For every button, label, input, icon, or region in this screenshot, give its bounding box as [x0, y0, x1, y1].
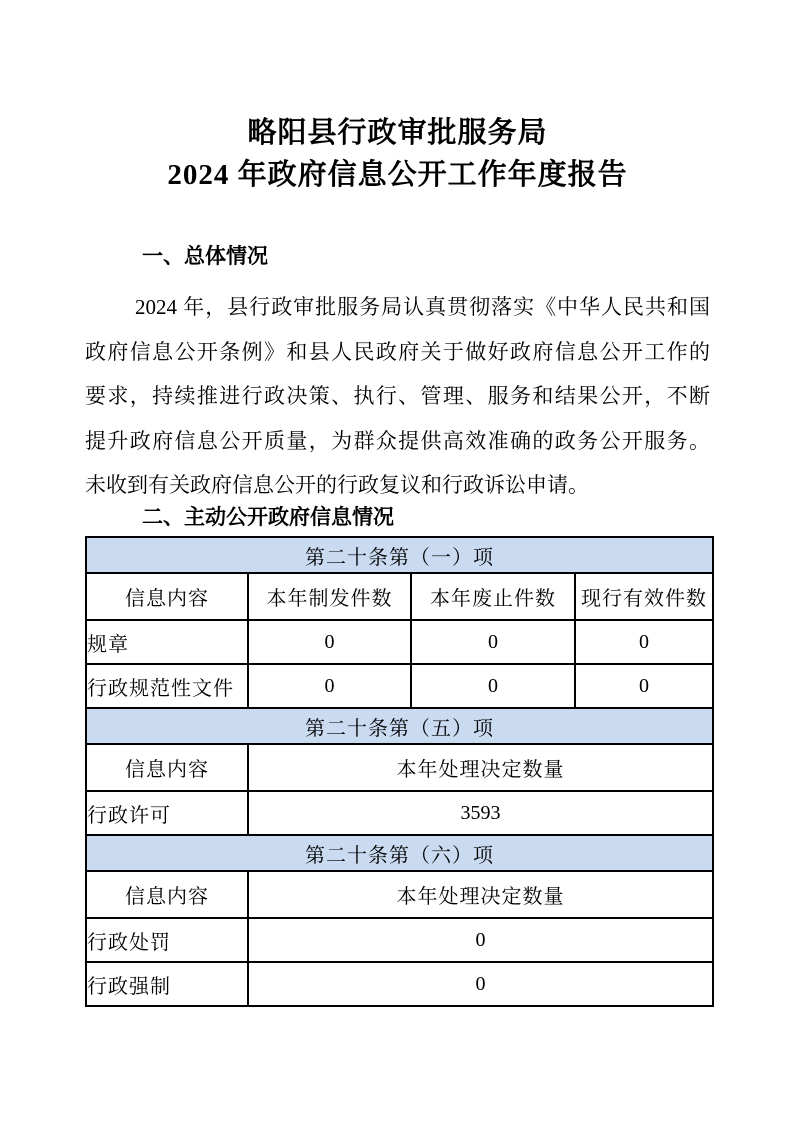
overview-paragraph [85, 285, 710, 508]
table1-header-row [86, 573, 713, 620]
table2-col-header-decisions: 本年处理决定数量 [248, 744, 713, 791]
cell-normative-issued: 0 [248, 664, 411, 708]
cell-regulations-effective: 0 [575, 620, 713, 664]
row-label-admin-penalty: 行政处罚 [86, 918, 248, 962]
table3-col-header-decisions: 本年处理决定数量 [248, 871, 713, 918]
disclosure-table-wrap [85, 536, 712, 1007]
row-label-regulations: 规章 [86, 620, 248, 664]
cell-admin-licensing-count: 3593 [248, 791, 713, 835]
paragraph-line-5: 未收到有关政府信息公开的行政复议和行政诉讼申请。 [85, 473, 589, 497]
table3-row-admin-coercion [86, 962, 713, 1006]
row-label-normative-docs: 行政规范性文件 [86, 664, 248, 708]
paragraph-line-1: 2024 年，县行政审批服务局认真贯彻落实《中华人民共和国 [135, 295, 710, 319]
paragraph-line-2: 政府信息公开条例》和县人民政府关于做好政府信息公开工作的 [85, 339, 710, 364]
row-label-admin-coercion: 行政强制 [86, 962, 248, 1006]
table1-row-regulations [86, 620, 713, 664]
cell-normative-effective: 0 [575, 664, 713, 708]
cell-regulations-repealed: 0 [411, 620, 575, 664]
cell-regulations-issued: 0 [248, 620, 411, 664]
band-row-article20-item1 [86, 537, 713, 573]
band-label-article20-item6: 第二十条第（六）项 [86, 835, 713, 871]
table1-col-header-repealed: 本年废止件数 [411, 573, 575, 620]
table2-row-admin-licensing [86, 791, 713, 835]
table1-col-header-effective: 现行有效件数 [575, 573, 713, 620]
table1-col-header-issued: 本年制发件数 [248, 573, 411, 620]
document-title [85, 112, 710, 196]
table3-row-admin-penalty [86, 918, 713, 962]
band-label-article20-item5: 第二十条第（五）项 [86, 708, 713, 744]
table1-col-header-content: 信息内容 [86, 573, 248, 620]
section-overview-heading: 一、总体情况 [142, 245, 268, 268]
table2-col-header-content: 信息内容 [86, 744, 248, 791]
band-label-article20-item1: 第二十条第（一）项 [86, 537, 713, 573]
paragraph-line-3: 要求，持续推进行政决策、执行、管理、服务和结果公开，不断 [85, 384, 710, 408]
band-row-article20-item5 [86, 708, 713, 744]
cell-normative-repealed: 0 [411, 664, 575, 708]
title-line-2: 2024 年政府信息公开工作年度报告 [167, 159, 628, 191]
table3-header-row [86, 871, 713, 918]
paragraph-line-4: 提升政府信息公开质量，为群众提供高效准确的政务公开服务。 [85, 428, 710, 453]
table1-row-normative-docs [86, 664, 713, 708]
cell-admin-penalty-count: 0 [248, 918, 713, 962]
section-disclosure-heading: 二、主动公开政府信息情况 [142, 506, 394, 529]
cell-admin-coercion-count: 0 [248, 962, 713, 1006]
info-disclosure-table [85, 536, 714, 1007]
row-label-admin-licensing: 行政许可 [86, 791, 248, 835]
title-line-1: 略阳县行政审批服务局 [247, 117, 548, 149]
table3-col-header-content: 信息内容 [86, 871, 248, 918]
band-row-article20-item6 [86, 835, 713, 871]
table2-header-row [86, 744, 713, 791]
